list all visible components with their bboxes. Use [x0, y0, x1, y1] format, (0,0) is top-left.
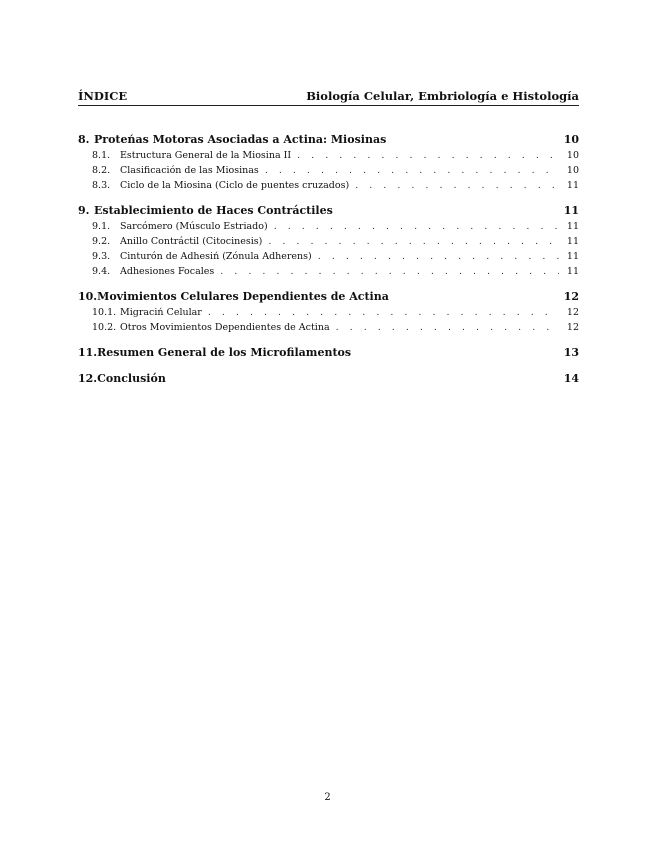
toc-subsection-entry[interactable]	[78, 249, 579, 264]
subsection-page: 11	[566, 251, 579, 262]
subsection-number: 9.3.	[92, 251, 111, 262]
subsection-number: 10.2.	[92, 322, 117, 333]
toc-section-8	[78, 131, 579, 193]
subsection-page: 10	[566, 165, 579, 176]
toc-subsection-entry[interactable]	[78, 148, 579, 163]
subsection-title: Otros Movimientos Dependientes de Actina	[120, 322, 330, 333]
dot-leader	[336, 320, 559, 335]
subsection-number: 9.1.	[92, 221, 111, 232]
table-of-contents	[78, 131, 579, 396]
section-title: Movimientos Celulares Dependientes de Actina	[97, 290, 389, 303]
header-right-title: Biología Celular, Embriología e Histología	[306, 89, 579, 103]
toc-section-entry[interactable]	[78, 288, 579, 305]
toc-section-12	[78, 370, 579, 387]
toc-subsection-entry[interactable]	[78, 264, 579, 279]
subsection-number: 8.2.	[92, 165, 111, 176]
toc-subsection-entry[interactable]	[78, 320, 579, 335]
section-title: Establecimiento de Haces Contráctiles	[94, 204, 333, 217]
section-page: 14	[563, 372, 579, 385]
subsection-title: Sarcómero (Músculo Estriado)	[120, 221, 268, 232]
toc-section-entry[interactable]	[78, 344, 579, 361]
subsection-page: 11	[566, 236, 579, 247]
section-title: Resumen General de los Microfilamentos	[97, 346, 352, 359]
dot-leader	[355, 178, 559, 193]
subsection-title: Estructura General de la Miosina II	[120, 150, 292, 161]
subsection-title: Anillo Contráctil (Citocinesis)	[120, 236, 263, 247]
section-page: 12	[563, 290, 579, 303]
running-header	[78, 89, 579, 103]
toc-subsection-entry[interactable]	[78, 305, 579, 320]
dot-leader	[297, 148, 559, 163]
subsection-title: Cinturón de Adhesiń (Zónula Adherens)	[120, 251, 312, 262]
subsection-page: 12	[566, 307, 579, 318]
section-page: 11	[563, 204, 579, 217]
section-title: Conclusión	[97, 372, 166, 385]
toc-section-9	[78, 202, 579, 279]
header-rule	[78, 105, 579, 106]
section-number: 8.	[78, 133, 90, 146]
dot-leader	[318, 249, 559, 264]
toc-section-entry[interactable]	[78, 131, 579, 148]
section-title: Proteńas Motoras Asociadas a Actina: Miosinas	[94, 133, 387, 146]
subsection-page: 12	[566, 322, 579, 333]
dot-leader	[208, 305, 559, 320]
dot-leader	[220, 264, 559, 279]
toc-section-10	[78, 288, 579, 335]
subsection-page: 11	[566, 221, 579, 232]
page-number: 2	[324, 792, 331, 803]
subsection-page: 10	[566, 150, 579, 161]
toc-section-entry[interactable]	[78, 202, 579, 219]
toc-section-11	[78, 344, 579, 361]
section-number: 10.	[78, 290, 98, 303]
section-number: 9.	[78, 204, 90, 217]
dot-leader	[274, 219, 559, 234]
toc-subsection-entry[interactable]	[78, 178, 579, 193]
subsection-number: 9.2.	[92, 236, 111, 247]
toc-section-entry[interactable]	[78, 370, 579, 387]
dot-leader	[265, 163, 559, 178]
toc-subsection-entry[interactable]	[78, 163, 579, 178]
toc-subsection-entry[interactable]	[78, 219, 579, 234]
subsection-page: 11	[566, 180, 579, 191]
subsection-page: 11	[566, 266, 579, 277]
subsection-number: 9.4.	[92, 266, 111, 277]
section-page: 13	[563, 346, 579, 359]
subsection-number: 8.3.	[92, 180, 111, 191]
toc-subsection-entry[interactable]	[78, 234, 579, 249]
subsection-number: 8.1.	[92, 150, 111, 161]
section-number: 12.	[78, 372, 98, 385]
subsection-number: 10.1.	[92, 307, 117, 318]
dot-leader	[268, 234, 559, 249]
subsection-title: Ciclo de la Miosina (Ciclo de puentes cruzados)	[120, 180, 350, 191]
header-left-title: ÍNDICE	[78, 89, 128, 103]
subsection-title: Migraciń Celular	[120, 307, 202, 318]
section-page: 10	[563, 133, 579, 146]
subsection-title: Adhesiones Focales	[120, 266, 215, 277]
section-number: 11.	[78, 346, 98, 359]
subsection-title: Clasificación de las Miosinas	[120, 165, 259, 176]
